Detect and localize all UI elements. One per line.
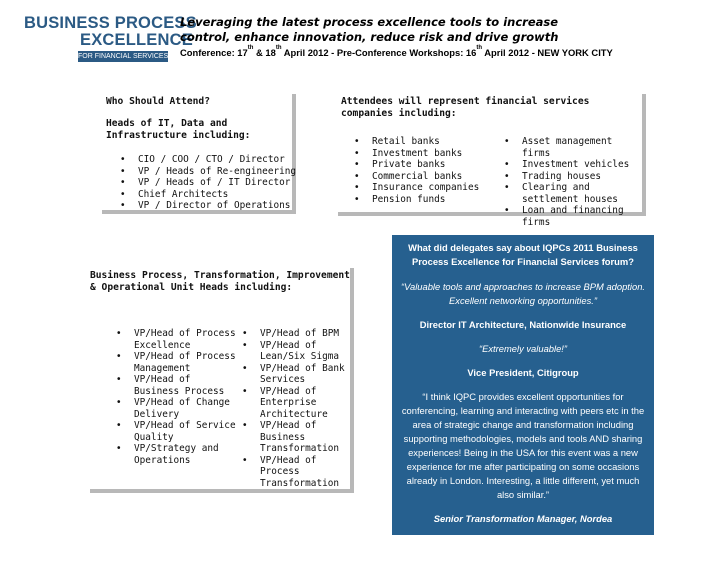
testimonial-quote: “Valuable tools and approaches to increase BPM adoption. Excellent networking opportunities.”: [400, 281, 646, 306]
list-item: • VP/Head of Change Delivery: [116, 397, 238, 420]
list-item: • Asset management firms: [504, 136, 644, 159]
list-item: • Retail banks: [354, 136, 504, 148]
list-item: • VP/Head of Lean/Six Sigma: [242, 340, 352, 363]
attendees-list-1: [354, 136, 504, 205]
conference-dates: Conference: 17th & 18th April 2012 - Pre-Conference Workshops: 16th April 2012 - NEW YORK CITY: [180, 45, 613, 58]
attendees-list-2: [504, 136, 644, 228]
who-list: [120, 154, 300, 212]
logo-line2: EXCELLENCE: [80, 31, 193, 49]
list-item: • VP/Head of Business Process: [116, 374, 238, 397]
bp-title: Business Process, Transformation, Improvement & Operational Unit Heads including:: [90, 270, 350, 293]
who-title: Who Should Attend?: [106, 96, 210, 107]
testimonials-heading: What did delegates say about IQPCs 2011 Business Process Excellence for Financial Services forum?: [408, 242, 638, 267]
testimonial-author: Senior Transformation Manager, Nordea: [433, 513, 613, 524]
list-item: • Investment vehicles: [504, 159, 644, 171]
headline: [180, 15, 560, 45]
list-item: • VP / Heads of / IT Director: [120, 177, 300, 189]
bp-list-1: [116, 328, 238, 466]
list-item: • VP/Head of Bank Services: [242, 363, 352, 386]
list-item: • VP/Head of Process Management: [116, 351, 238, 374]
list-item: • Private banks: [354, 159, 504, 171]
testimonial-author: Vice President, Citigroup: [467, 367, 579, 378]
headline-line2: control, enhance innovation, reduce risk and drive growth: [180, 30, 559, 44]
list-item: • Pension funds: [354, 194, 504, 206]
list-item: • VP/Strategy and Operations: [116, 443, 238, 466]
logo-tagline: FOR FINANCIAL SERVICES: [78, 53, 169, 60]
list-item: • Chief Architects: [120, 189, 300, 201]
list-item: • VP/Head of Business Transformation: [242, 420, 352, 455]
attendees-title: Attendees will represent financial services companies including:: [341, 96, 590, 119]
list-item: • CIO / COO / CTO / Director: [120, 154, 300, 166]
testimonial-quote: “I think IQPC provides excellent opportunities for conferencing, learning and interacting with peers etc in the area of strategic change and transformation including supporting methodologies, models and tools AND sharing experiences! Being in the USA for this event was a new experience for me after participating on some occasions already in London. Interesting, a little different, yet much also similar.”: [401, 391, 645, 500]
list-item: • Commercial banks: [354, 171, 504, 183]
logo: [24, 14, 197, 68]
who-subtitle: Heads of IT, Data and Infrastructure including:: [106, 118, 251, 141]
list-item: • Trading houses: [504, 171, 644, 183]
list-item: • VP/Head of Service Quality: [116, 420, 238, 443]
list-item: • Clearing and settlement houses: [504, 182, 644, 205]
testimonials-panel: [392, 235, 654, 535]
list-item: • Loan and financing firms: [504, 205, 644, 228]
logo-line1: BUSINESS PROCESS: [24, 14, 197, 32]
list-item: • VP/Head of BPM: [242, 328, 352, 340]
list-item: • Investment banks: [354, 148, 504, 160]
testimonial-quote: “Extremely valuable!”: [478, 343, 568, 354]
list-item: • VP/Head of Process Transformation: [242, 455, 352, 490]
list-item: • VP / Heads of Re-engineering: [120, 166, 300, 178]
headline-line1: Leveraging the latest process excellence tools to increase: [180, 15, 559, 29]
list-item: • Insurance companies: [354, 182, 504, 194]
testimonial-author: Director IT Architecture, Nationwide Insurance: [419, 319, 627, 330]
list-item: • VP / Director of Operations: [120, 200, 300, 212]
list-item: • VP/Head of Process Excellence: [116, 328, 238, 351]
list-item: • VP/Head of Enterprise Architecture: [242, 386, 352, 421]
bp-list-2: [242, 328, 352, 489]
